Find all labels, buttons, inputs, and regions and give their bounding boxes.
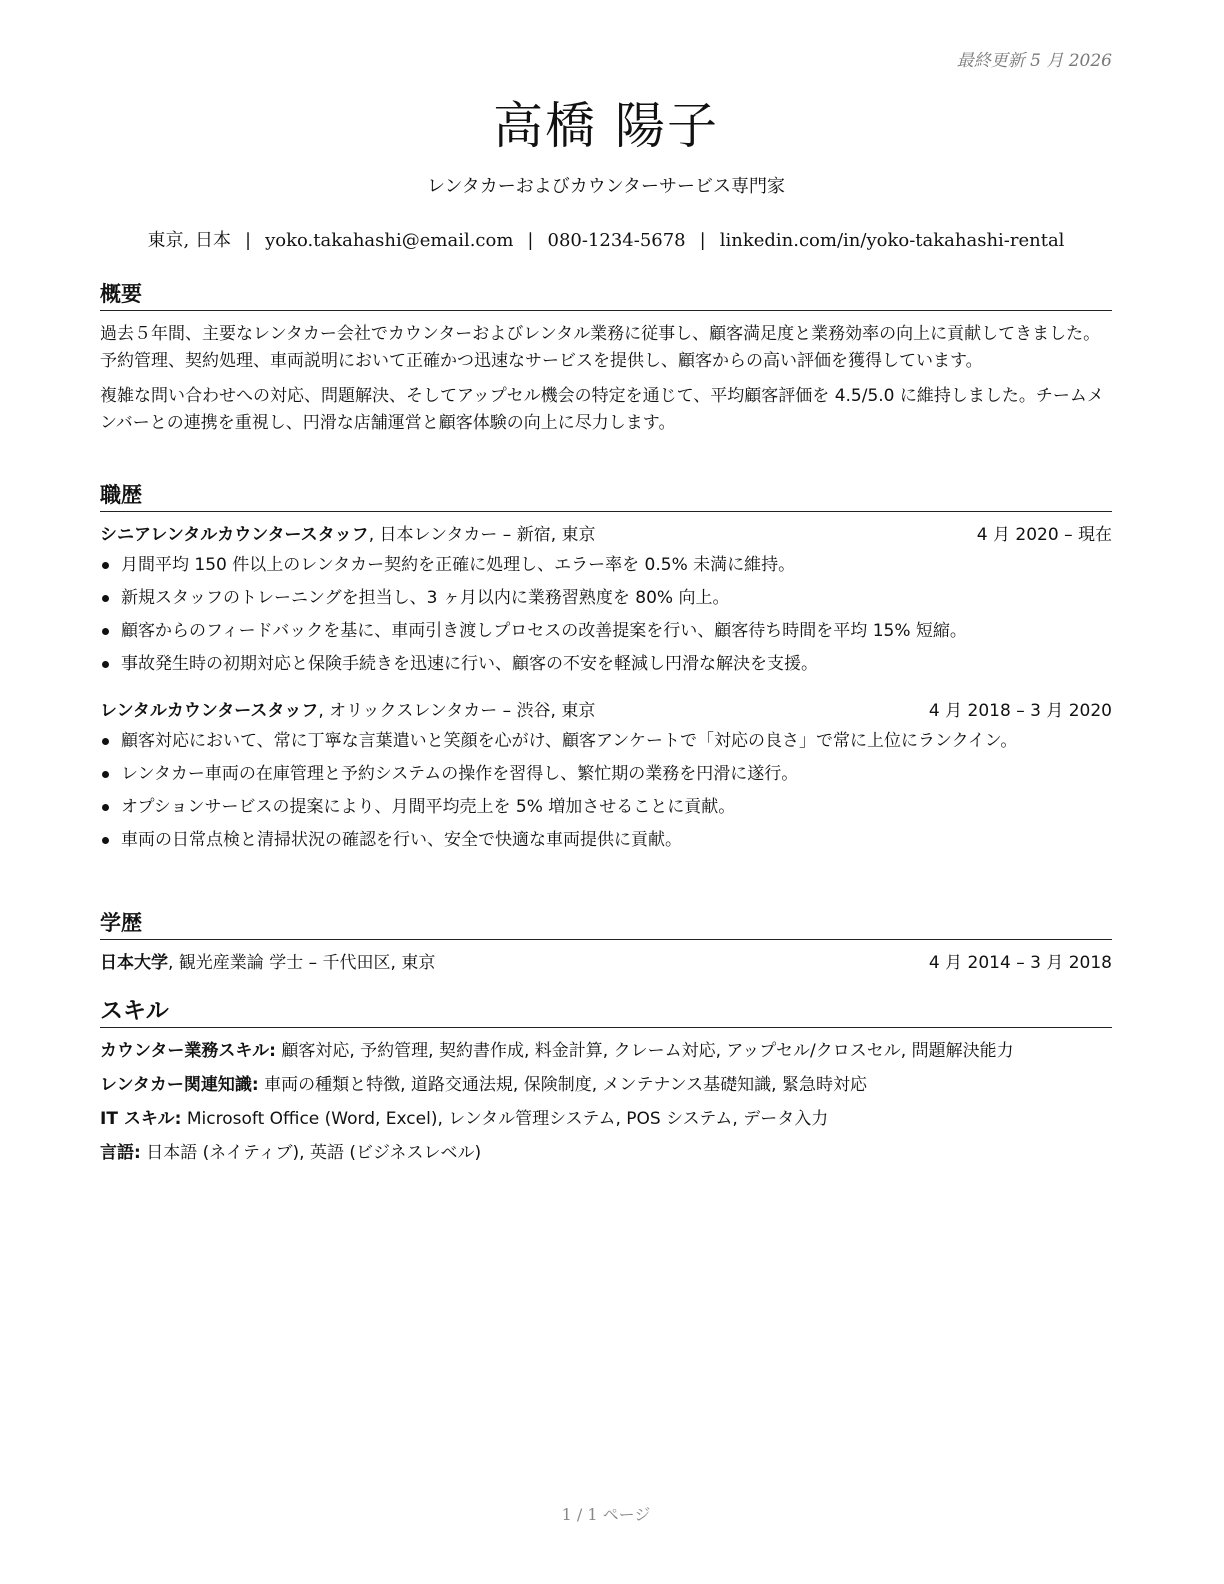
summary-title: 概要: [100, 278, 1112, 311]
bullet-dot-icon: [102, 738, 109, 745]
skill-label: IT スキル:: [100, 1109, 182, 1129]
skill-value: 顧客対応, 予約管理, 契約書作成, 料金計算, クレーム対応, アップセル/クロスセル, 問題解決能力: [275, 1041, 1014, 1061]
education-entry: [100, 950, 1112, 976]
education-section: [100, 907, 1112, 980]
list-item: 顧客対応において、常に丁寧な言葉遣いと笑顔を心がけ、顧客アンケートで「対応の良さ」で常に上位にランクイン。: [100, 728, 1112, 755]
list-item: 顧客からのフィードバックを基に、車両引き渡しプロセスの改善提案を行い、顧客待ち時間を平均 15% 短縮。: [100, 618, 1112, 645]
skill-row: [100, 1140, 1112, 1167]
summary-section: [100, 278, 1112, 445]
candidate-name: 高橋 陽子: [493, 97, 719, 155]
skills-section: [100, 992, 1112, 1174]
bullet-dot-icon: [102, 661, 109, 668]
job-header: [100, 698, 1112, 724]
skill-row: [100, 1106, 1112, 1133]
list-item: 新規スタッフのトレーニングを担当し、3 ヶ月以内に業務習熟度を 80% 向上。: [100, 585, 1112, 612]
list-item: 車両の日常点検と清掃状況の確認を行い、安全で快適な車両提供に貢献。: [100, 827, 1112, 854]
job-role: レンタルカウンタースタッフ: [100, 701, 319, 721]
page-number: 1 / 1 ページ: [561, 1505, 651, 1524]
list-item: 月間平均 150 件以上のレンタカー契約を正確に処理し、エラー率を 0.5% 未満に維持。: [100, 552, 1112, 579]
contact-separator: |: [699, 230, 706, 251]
contact-separator: |: [527, 230, 534, 251]
contact-linkedin[interactable]: linkedin.com/in/yoko-takahashi-rental: [719, 230, 1065, 251]
candidate-headline: レンタカーおよびカウンターサービス専門家: [426, 176, 786, 197]
education-dates: 4 月 2014 – 3 月 2018: [928, 953, 1112, 973]
education-school: 日本大学: [100, 953, 168, 973]
skill-label: 言語:: [100, 1143, 141, 1163]
contact-line: [100, 226, 1112, 252]
skill-row: [100, 1038, 1112, 1065]
list-item: 事故発生時の初期対応と保険手続きを迅速に行い、顧客の不安を軽減し円滑な解決を支援。: [100, 651, 1112, 678]
bullet-dot-icon: [102, 562, 109, 569]
job-bullets: [100, 728, 1112, 854]
summary-paragraph: 過去５年間、主要なレンタカー会社でカウンターおよびレンタル業務に従事し、顧客満足度と業務効率の向上に貢献してきました。予約管理、契約処理、車両説明において正確かつ迅速なサービスを提供し、顧客からの高い評価を獲得しています。: [100, 324, 1101, 371]
list-item: オプションサービスの提案により、月間平均売上を 5% 増加させることに貢献。: [100, 794, 1112, 821]
contact-phone[interactable]: 080-1234-5678: [547, 230, 686, 251]
job-entry: [100, 698, 1112, 854]
skills-title: スキル: [100, 992, 1112, 1028]
experience-title: 職歴: [100, 479, 1112, 512]
job-dates: 4 月 2018 – 3 月 2020: [928, 701, 1112, 721]
job-role: シニアレンタルカウンタースタッフ: [100, 525, 369, 545]
education-title: 学歴: [100, 907, 1112, 940]
bullet-dot-icon: [102, 628, 109, 635]
experience-section: [100, 479, 1112, 860]
list-item: レンタカー車両の在庫管理と予約システムの操作を習得し、繁忙期の業務を円滑に遂行。: [100, 761, 1112, 788]
skill-value: 日本語 (ネイティブ), 英語 (ビジネスレベル): [140, 1143, 482, 1163]
job-company: , 日本レンタカー – 新宿, 東京: [368, 525, 596, 545]
last-updated: 最終更新 5 月 2026: [956, 51, 1112, 71]
skill-label: カウンター業務スキル:: [100, 1041, 276, 1061]
job-company: , オリックスレンタカー – 渋谷, 東京: [318, 701, 596, 721]
skill-row: [100, 1072, 1112, 1099]
skill-value: Microsoft Office (Word, Excel), レンタル管理システム, POS システム, データ入力: [181, 1109, 829, 1129]
contact-location: 東京, 日本: [147, 230, 231, 251]
skill-label: レンタカー関連知識:: [100, 1075, 259, 1095]
education-detail: , 観光産業論 学士 – 千代田区, 東京: [168, 953, 436, 973]
resume-page: [100, 0, 1112, 1584]
contact-separator: |: [245, 230, 252, 251]
contact-email[interactable]: yoko.takahashi@email.com: [265, 230, 514, 251]
bullet-dot-icon: [102, 771, 109, 778]
summary-paragraph: 複雑な問い合わせへの対応、問題解決、そしてアップセル機会の特定を通じて、平均顧客評価を 4.5/5.0 に維持しました。チームメンバーとの連携を重視し、円滑な店舗運営と顧客体験の向上に尽力します。: [100, 386, 1104, 433]
job-dates: 4 月 2020 – 現在: [976, 525, 1112, 545]
bullet-dot-icon: [102, 837, 109, 844]
job-header: [100, 522, 1112, 548]
job-bullets: [100, 552, 1112, 678]
job-entry: [100, 522, 1112, 678]
skill-value: 車両の種類と特徴, 道路交通法規, 保険制度, メンテナンス基礎知識, 緊急時対応: [258, 1075, 867, 1095]
bullet-dot-icon: [102, 595, 109, 602]
bullet-dot-icon: [102, 804, 109, 811]
